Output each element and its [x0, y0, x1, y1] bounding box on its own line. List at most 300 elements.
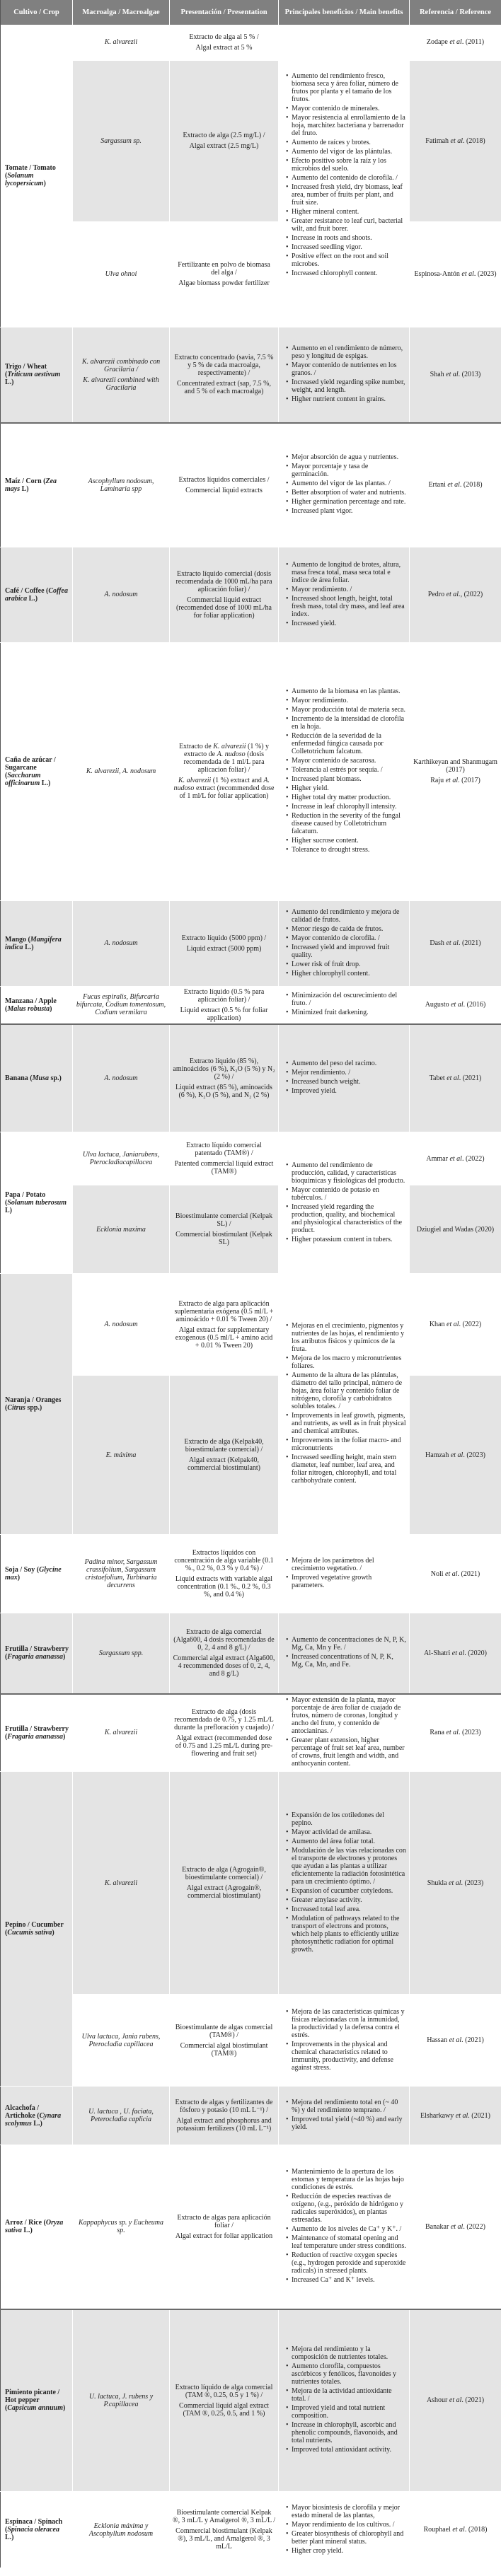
text-segment: Commercial liquid extracts	[185, 486, 263, 494]
reference-cell	[410, 327, 501, 423]
text-segment: Banakar	[425, 2222, 451, 2231]
header-reference: Referencia / Reference	[410, 0, 501, 25]
cell-paragraph	[413, 591, 498, 598]
macroalgae-cell	[73, 1132, 170, 1185]
benefit-item: • Higher yield.	[286, 784, 406, 792]
cell-paragraph	[173, 279, 275, 287]
text-segment: Shah	[430, 371, 447, 379]
cell-paragraph	[173, 1456, 275, 1472]
benefit-item: • Aumento en el rendimiento de número, peso y longitud de espigas.	[286, 344, 406, 360]
italic-segment: et al	[455, 2111, 468, 2120]
cell-paragraph	[173, 1549, 275, 1572]
crop-cell	[1, 900, 73, 986]
text-segment: Ashour	[426, 2396, 449, 2405]
benefits-cell	[279, 2087, 410, 2145]
italic-segment: Ulva ohnoi	[105, 270, 137, 278]
cell-paragraph	[76, 1451, 166, 1459]
header-benefits: Principales beneficios / Main benefits	[279, 0, 410, 25]
presentation-cell	[170, 986, 279, 1024]
cell-paragraph	[173, 1866, 275, 1881]
italic-segment: K. alvarezii	[104, 38, 138, 47]
cell-paragraph	[76, 1879, 166, 1887]
text-segment: . (2023)	[463, 1451, 485, 1459]
cell-paragraph	[76, 1729, 166, 1736]
crop-cell	[1, 327, 73, 423]
text-segment: Rouphael	[423, 2526, 453, 2534]
cell-paragraph	[173, 1884, 275, 1900]
cell-paragraph	[173, 1654, 275, 1678]
benefits-list	[286, 453, 406, 515]
benefit-item: • Minimización del oscurecimiento del fruto. /	[286, 992, 406, 1007]
crop-cell	[1, 2309, 73, 2492]
text-segment: Frutilla / Strawberry (	[5, 1645, 69, 1661]
benefit-item: • Mejoras en el crecimiento, pigmentos y nutrientes de las hojas, el rendimiento y los atributos físicos y químicos de la fruta.	[286, 1322, 406, 1353]
italic-segment: et al	[449, 1879, 461, 1887]
benefit-item: • Aumento de los niveles de Ca⁺ y K⁺. /	[286, 2225, 406, 2233]
reference-cell	[410, 1694, 501, 1772]
benefits-list	[286, 1322, 406, 1485]
benefits-cell	[279, 423, 410, 547]
macroalgae-cell	[73, 1274, 170, 1376]
text-segment: . (2022)	[461, 1154, 485, 1163]
italic-segment: et al	[447, 1074, 459, 1082]
italic-segment: Capsicum annuum	[7, 2404, 63, 2413]
text-segment: sp. y	[117, 2219, 134, 2227]
text-segment: Extracto de	[178, 743, 214, 750]
benefit-item: • Aumento del vigor de las plántulas.	[286, 148, 406, 156]
benefit-item: • Mejora del rendimiento total en (~ 40 %) y del rendimiento temprano. /	[286, 2099, 406, 2114]
benefits-list	[286, 344, 406, 403]
benefit-item: • Improved total yield (~40 %) and early yield.	[286, 2116, 406, 2131]
italic-segment: Triticum aestivum	[7, 371, 61, 379]
cell-paragraph	[173, 1734, 275, 1758]
benefit-item: • Higher potassium content in tubers.	[286, 1236, 406, 1243]
cell-paragraph	[173, 1575, 275, 1599]
cell-paragraph	[413, 2526, 498, 2534]
text-segment: Extracto de alga al 5 % /	[189, 33, 259, 41]
benefit-item: • Higher crop yield.	[286, 2547, 406, 2555]
cell-paragraph	[76, 1321, 166, 1328]
table-row	[1, 2145, 501, 2309]
benefit-item: • Expansion of cucumber cotyledons.	[286, 1887, 406, 1895]
italic-segment: et al	[450, 137, 463, 145]
table-row	[1, 25, 501, 60]
cell-paragraph	[173, 2232, 275, 2240]
text-segment: Extracto concentrado (savia, 7.5 % y 5 % de cada macroalga, respectivamente) /	[174, 354, 274, 378]
benefit-item: • Aumento clorofila, compuestos ascórbicos y fenólicos, flavonoides y nutrientes totales.	[286, 2362, 406, 2386]
italic-segment: Musa	[32, 1074, 49, 1082]
reference-cell	[410, 1185, 501, 1274]
benefit-item: • Mejora de los parámetros del crecimiento vegetativo. /	[286, 1557, 406, 1572]
benefit-item: • Minimized fruit darkening.	[286, 1009, 406, 1016]
benefit-item: • Increase in leaf chlorophyll intensity.	[286, 803, 406, 811]
header-row	[1, 0, 501, 25]
crop-cell	[1, 1132, 73, 1274]
italic-segment: Coffea arabica	[5, 586, 68, 603]
text-segment: Zodape	[426, 38, 450, 47]
text-segment: Hamzah	[425, 1451, 451, 1459]
text-segment: y	[148, 2392, 154, 2401]
italic-segment: et al	[446, 371, 459, 379]
italic-segment: et al	[449, 2036, 462, 2044]
benefit-item: • Positive effect on the root and soil microbes.	[286, 253, 406, 268]
presentation-cell	[170, 547, 279, 642]
table-row	[1, 423, 501, 547]
italic-segment: K. alvarezii, A. nodosum	[86, 767, 156, 775]
macroalgae-cell	[73, 2145, 170, 2309]
text-segment: . (2021)	[468, 2111, 490, 2120]
benefit-item: • Efecto positivo sobre la raíz y los microbios del suelo.	[286, 157, 406, 173]
text-segment: . (2018)	[464, 2526, 488, 2534]
cell-paragraph	[173, 2384, 275, 2399]
text-segment: . (2021)	[459, 1074, 482, 1082]
text-segment: . (2022)	[463, 2222, 485, 2231]
text-segment: Tabet	[429, 1074, 447, 1082]
benefit-item: • Greater amylase activity.	[286, 1896, 406, 1904]
crop-cell	[1, 1772, 73, 2087]
text-segment: L.)	[31, 2119, 42, 2128]
benefit-item: • Increase in chlorophyll, ascorbic and phenolic compounds, flavonoids, and total nutrients.	[286, 2421, 406, 2444]
text-segment: L)	[20, 485, 29, 493]
presentation-cell	[170, 1772, 279, 1995]
cell-paragraph	[173, 33, 275, 41]
text-segment: . (2020)	[464, 1649, 487, 1657]
text-segment: Algal extract (Agrogain®, commercial biostimulant)	[186, 1884, 262, 1900]
text-segment: Naranja / Oranges (	[5, 1396, 62, 1412]
cell-paragraph	[76, 38, 166, 46]
benefit-item: • Increased yield.	[286, 620, 406, 627]
benefit-item: • Aumento del rendimiento de producción, calidad, y características bioquímicas y fisiológicas del producto.	[286, 1161, 406, 1185]
cell-paragraph	[413, 758, 498, 774]
benefits-list	[286, 72, 406, 277]
text-segment: Rana	[430, 1729, 447, 1737]
text-segment: Bioestimulante comercial Kelpak ®, 3 mL/L y Amalgerol ®, 3 mL/L /	[173, 2509, 275, 2524]
cell-paragraph	[173, 1300, 275, 1323]
text-segment: sp.	[131, 137, 142, 145]
benefit-item: • Mayor actividad de amilasa.	[286, 1828, 406, 1836]
benefits-list	[286, 687, 406, 854]
benefits-list	[286, 908, 406, 977]
macroalgae-cell	[73, 900, 170, 986]
benefit-item: • Improvements in the physical and chemical characteristics related to immunity, productivity, and defense against stress.	[286, 2041, 406, 2072]
text-segment: Algal extract for foliar application	[175, 2232, 273, 2240]
text-segment: Commercial biostimulant (Kelpak ®), 3 mL/L, and Amalgerol ®, 3 mL/L	[175, 2527, 272, 2551]
text-segment: Café / Coffee (	[5, 586, 49, 595]
text-segment: spp	[129, 485, 142, 493]
italic-segment: et al.	[446, 591, 461, 598]
cell-paragraph	[76, 2393, 166, 2408]
reference-cell	[410, 60, 501, 221]
italic-segment: Ascophyllum nodosum	[88, 2529, 154, 2538]
cell-paragraph	[173, 1057, 275, 1081]
italic-segment: Cucumis sativa	[7, 1929, 52, 1937]
cell-paragraph	[76, 993, 166, 1016]
benefit-item: • Higher sucrose content.	[286, 837, 406, 845]
benefit-item: • Menor riesgo de caída de frutos.	[286, 925, 406, 933]
benefits-cell	[279, 1024, 410, 1132]
table-row	[1, 221, 501, 327]
presentation-cell	[170, 1132, 279, 1185]
text-segment: . (2021)	[461, 2036, 484, 2044]
text-segment: Algal extract (Kelpak40, commercial biostimulant)	[187, 1456, 261, 1472]
crop-cell	[1, 25, 73, 327]
benefits-list	[286, 2345, 406, 2454]
benefit-item: • Greater biosynthesis of chlorophyll and better plant mineral status.	[286, 2530, 406, 2546]
benefit-item: • Mayor extensión de la planta, mayor porcentaje de área foliar de cuajado de frutos, número de coronas, longitud y ancho del fruto, y contenido de antocianinas. /	[286, 1696, 406, 1735]
cell-paragraph	[413, 38, 498, 46]
macroalgae-cell	[73, 1694, 170, 1772]
text-segment: Commercial algal biostimulant (TAM®)	[180, 2041, 268, 2058]
reference-cell	[410, 1995, 501, 2087]
benefit-item: • Increased total leaf area.	[286, 1905, 406, 1913]
reference-cell	[410, 423, 501, 547]
benefit-item: • Aumento del rendimiento y mejora de calidad de frutos.	[286, 908, 406, 924]
cell-paragraph	[173, 2117, 275, 2133]
benefit-item: • Tolerance to drought stress.	[286, 846, 406, 854]
macroalgae-cell	[73, 1535, 170, 1613]
crop-cell	[1, 1613, 73, 1694]
italic-segment: K. alvarezii	[104, 1879, 138, 1887]
text-segment: Algal extract and phosphorus and potassium fertilizers (10 mL L⁻¹)	[176, 2117, 272, 2133]
italic-segment: et al	[451, 1001, 463, 1009]
text-segment: L.)	[40, 779, 51, 787]
cell-paragraph	[76, 1649, 166, 1657]
text-segment: Bioestimulante de algas comercial (TAM®) /	[175, 2023, 273, 2039]
text-segment: Extractos líquidos con concentración de alga variable (0.1 %., 0.2 %, 0.3 % y 0.4 %) /	[174, 1549, 274, 1572]
cell-paragraph	[173, 570, 275, 593]
text-segment: )	[63, 2404, 66, 2413]
reference-cell	[410, 1772, 501, 1995]
italic-segment: et al	[447, 481, 460, 489]
benefit-item: • Increased seedling height, main stem diameter, leaf number, leaf area, and foliar nitrogen, chlorophyll, and total carhbohydrate content.	[286, 1454, 406, 1485]
benefit-item: • Mayor contenido de potasio en tubérculos. /	[286, 1186, 406, 1202]
text-segment: Extracto líquido comercial patentado (TAM®) /	[186, 1142, 262, 1157]
italic-segment: K. alvarezii combined with Gracilaria	[83, 376, 159, 392]
benefit-item: • Greater resistance to leaf curl, bacterial wilt, and fruit borer.	[286, 217, 406, 233]
text-segment: L.)	[5, 378, 14, 387]
cell-paragraph	[413, 1321, 498, 1328]
text-segment: Shukla	[427, 1879, 449, 1887]
italic-segment: Fragaria ananassa	[7, 1653, 63, 1661]
italic-segment: A. nodosum	[104, 1321, 138, 1328]
text-segment: . (2023)	[473, 270, 497, 278]
italic-segment: U. lactuca, J. rubens	[88, 2392, 149, 2401]
text-segment: . (2011)	[461, 38, 485, 47]
benefits-cell	[279, 547, 410, 642]
text-segment: Trigo / Wheat (	[5, 363, 47, 379]
text-segment: Papa / Potato (	[5, 1191, 46, 1207]
presentation-cell	[170, 900, 279, 986]
benefits-list	[286, 1696, 406, 1768]
crop-cell	[1, 423, 73, 547]
text-segment: . (2018)	[459, 481, 483, 489]
text-segment: Commercial liquid extract (recomended dose of 1000 mL/ha for foliar application)	[176, 596, 272, 620]
table-row	[1, 1024, 501, 1132]
italic-segment: Ecklonia maxima	[96, 1225, 146, 1234]
presentation-cell	[170, 423, 279, 547]
presentation-cell	[170, 1694, 279, 1772]
cell-paragraph	[173, 2042, 275, 2058]
italic-segment: A. nodosum	[104, 939, 138, 947]
cell-paragraph	[413, 2036, 498, 2044]
cell-paragraph	[173, 2402, 275, 2418]
cell-paragraph	[173, 2214, 275, 2229]
text-segment: Arroz / Rice (	[5, 2219, 46, 2227]
text-segment: L.)	[27, 594, 38, 603]
text-segment: Ammar	[426, 1154, 450, 1163]
cell-paragraph	[413, 777, 498, 784]
benefits-list	[286, 1557, 406, 1589]
benefit-item: • Increased shoot length, height, total fresh mass, total dry mass, and leaf area index.	[286, 595, 406, 618]
benefit-item: • Aumento de concentraciones de N, P, K, Mg, Ca, Mn y Fe. /	[286, 1636, 406, 1652]
text-segment: . (2021)	[458, 939, 481, 947]
italic-segment: Ascophyllum nodosum	[88, 477, 152, 485]
italic-segment: U. lactuca , U. faciata, Peterocladia caplicia	[88, 2108, 154, 2123]
italic-segment: et al	[445, 777, 459, 784]
benefit-item: • Higher mineral content.	[286, 208, 406, 216]
macroalgae-cell	[73, 221, 170, 327]
benefits-list	[286, 1060, 406, 1095]
benefit-item: • Reducción de especies reactivas de oxígeno, (e.g., peróxido de hidrógeno y radicales superóxidos), en plantas estresadas.	[286, 2193, 406, 2224]
text-segment: Extracto líquido comercial (dosis recomendada de 1000 mL/ha para aplicación foliar) /	[175, 569, 272, 593]
presentation-cell	[170, 2309, 279, 2492]
italic-segment: et al	[452, 2526, 465, 2534]
presentation-cell	[170, 2492, 279, 2568]
benefits-cell	[279, 1535, 410, 1613]
table-row	[1, 642, 501, 900]
text-segment: . (2022)	[459, 1321, 482, 1328]
macroalgae-cell	[73, 2309, 170, 2492]
benefit-item: • Mayor rendimiento. /	[286, 586, 406, 593]
text-segment: Extracto de algas para aplicación foliar /	[177, 2213, 271, 2229]
text-segment: Pepino / Cucumber (	[5, 1921, 64, 1937]
text-segment: spp.	[129, 1649, 144, 1657]
benefit-item: • Improved yield and total nutrient composition.	[286, 2404, 406, 2420]
benefit-item: • Increased plant biomass.	[286, 775, 406, 783]
crop-cell	[1, 642, 73, 900]
cell-paragraph	[173, 777, 275, 800]
benefit-item: • Modulation of pathways related to the transport of electrons and protons, which help plants to efficiently utilize photosynthetic radiation for optimal growth.	[286, 1915, 406, 1954]
text-segment: Fatimah	[425, 137, 451, 145]
benefit-item: • Mayor contenido de nutrientes en los granos. /	[286, 361, 406, 377]
presentation-cell	[170, 1995, 279, 2087]
table-row	[1, 1772, 501, 1995]
macroalgae-cell	[73, 423, 170, 547]
text-segment: Extracto líquido de alga comercial (TAM ®, 0.25, 0.5 y 1 %) /	[175, 2383, 273, 2399]
presentation-cell	[170, 60, 279, 221]
benefit-item: • Increased chlorophyll content.	[286, 269, 406, 277]
text-segment: Extracto de algas y fertilizantes de fósforo y potasio (10 mL L⁻¹) /	[175, 2099, 273, 2114]
table-row	[1, 2087, 501, 2145]
italic-segment: et al	[451, 1649, 465, 1657]
cell-paragraph	[413, 1570, 498, 1578]
text-segment: Liquid extract (85 %), aminoacids (6 %), K₂O (5 %), and N₂ (2 %)	[175, 1083, 272, 1099]
italic-segment: K. alvarezii	[104, 1729, 138, 1737]
benefit-item: • Aumento de longitud de brotes, altura, masa fresca total, masa seca total e índice de área foliar.	[286, 561, 406, 584]
text-segment: Extracto de alga para aplicación suplementaria exógena (0.5 ml/L + aminoácido + 0.01 % Tween 20) /	[174, 1299, 274, 1323]
benefit-item: • Aumento del peso del racimo.	[286, 1060, 406, 1067]
cell-paragraph	[173, 476, 275, 484]
text-segment: Liquid extracts with variable algal concentration (0.1 %., 0.2 %, 0.3 %, and 0.4 %)	[175, 1575, 273, 1599]
benefit-item: • Mayor rendimiento de los cultivos. /	[286, 2521, 406, 2529]
benefit-item: • Incremento de la intensidad de clorofila en la hoja.	[286, 715, 406, 731]
cell-paragraph	[173, 261, 275, 277]
text-segment: , (2022)	[460, 591, 483, 598]
reference-cell	[410, 547, 501, 642]
reference-cell	[410, 642, 501, 900]
benefit-item: • Mayor producción total de materia seca.	[286, 706, 406, 714]
italic-segment: K. alvarezii	[213, 743, 246, 750]
benefit-item: • Improved total antioxidant activity.	[286, 2446, 406, 2454]
cell-paragraph	[413, 137, 498, 145]
reference-cell	[410, 1535, 501, 1613]
cell-paragraph	[173, 596, 275, 620]
italic-segment: et al	[461, 270, 474, 278]
crop-cell	[1, 2145, 73, 2309]
benefit-item: • Higher total dry matter production.	[286, 794, 406, 801]
benefit-item: • Improved vegetative growth parameters.	[286, 1574, 406, 1589]
text-segment: L.)	[5, 2534, 14, 2541]
cell-paragraph	[173, 132, 275, 139]
benefits-cell	[279, 2492, 410, 2568]
text-segment: Espinosa-Antón	[414, 270, 462, 278]
reference-cell	[410, 1024, 501, 1132]
benefits-cell	[279, 900, 410, 986]
benefit-item: • Increased bunch weight.	[286, 1078, 406, 1086]
text-segment: Maíz / Corn (	[5, 477, 46, 485]
benefits-list	[286, 1811, 406, 1954]
cell-paragraph	[76, 2108, 166, 2123]
italic-segment: et al	[450, 2222, 463, 2231]
cell-paragraph	[173, 1438, 275, 1454]
cell-paragraph	[173, 487, 275, 494]
benefit-item: • Aumento del área foliar total.	[286, 1838, 406, 1845]
text-segment: Extracto de alga (dosis recomendada de 0.75, y 1.25 mL/L durante la prefloración y cuajado) /	[174, 1707, 274, 1731]
macroalgae-cell	[73, 1613, 170, 1694]
benefit-item: • Better absorption of water and nutrients.	[286, 489, 406, 497]
benefit-item: • Greater plant extension, higher percentage of fruit set leaf area, number of crowns, fruit length and width, and anthocyanin content.	[286, 1736, 406, 1768]
text-segment: )	[62, 1653, 66, 1661]
benefits-list	[286, 2504, 406, 2555]
benefit-item: • Mayor contenido de clorofila. /	[286, 934, 406, 942]
cell-paragraph	[413, 2223, 498, 2231]
text-segment: Extracto de alga comercial (Alga600, 4 dosis recomendadas de 0, 2, 4 and 8 g/L) /	[173, 1628, 275, 1652]
benefit-item: • Mejor absorción de agua y nutrientes.	[286, 453, 406, 461]
table-row	[1, 1185, 501, 1274]
table-row	[1, 1535, 501, 1613]
benefit-item: • Mayor porcentaje y tasa de germinación.	[286, 463, 406, 478]
text-segment: Commercial algal extract (Alga600, 4 recommended doses of 0, 2, 4, and 8 g/L)	[173, 1654, 275, 1678]
italic-segment: Ulva lactuca, Janiarubens, Pterocladiacapillacea	[82, 1151, 160, 1166]
italic-segment: K. alvarezii combinado con Gracilaria /	[81, 357, 161, 373]
text-segment: )	[52, 1929, 54, 1937]
italic-segment: A. nudoso	[217, 750, 246, 758]
benefit-item: • Higher nutrient content in grains.	[286, 395, 406, 403]
reference-cell	[410, 25, 501, 60]
presentation-cell	[170, 221, 279, 327]
table-row	[1, 60, 501, 221]
reference-cell	[410, 221, 501, 327]
text-segment: Commercial biostimulant (Kelpak SL)	[175, 1231, 272, 1246]
benefit-item: • Mayor biosíntesis de clorofila y mejor estado mineral de las plantas,	[286, 2504, 406, 2519]
benefits-cell	[279, 986, 410, 1024]
macroalgae-cell	[73, 2492, 170, 2568]
italic-segment: Citrus	[7, 1404, 25, 1412]
text-segment: . (2017)	[458, 777, 480, 784]
cell-paragraph	[413, 2112, 498, 2120]
text-segment: extract (recommended dose of 1 ml/L for foliar application)	[179, 784, 275, 800]
cell-paragraph	[76, 2522, 166, 2538]
